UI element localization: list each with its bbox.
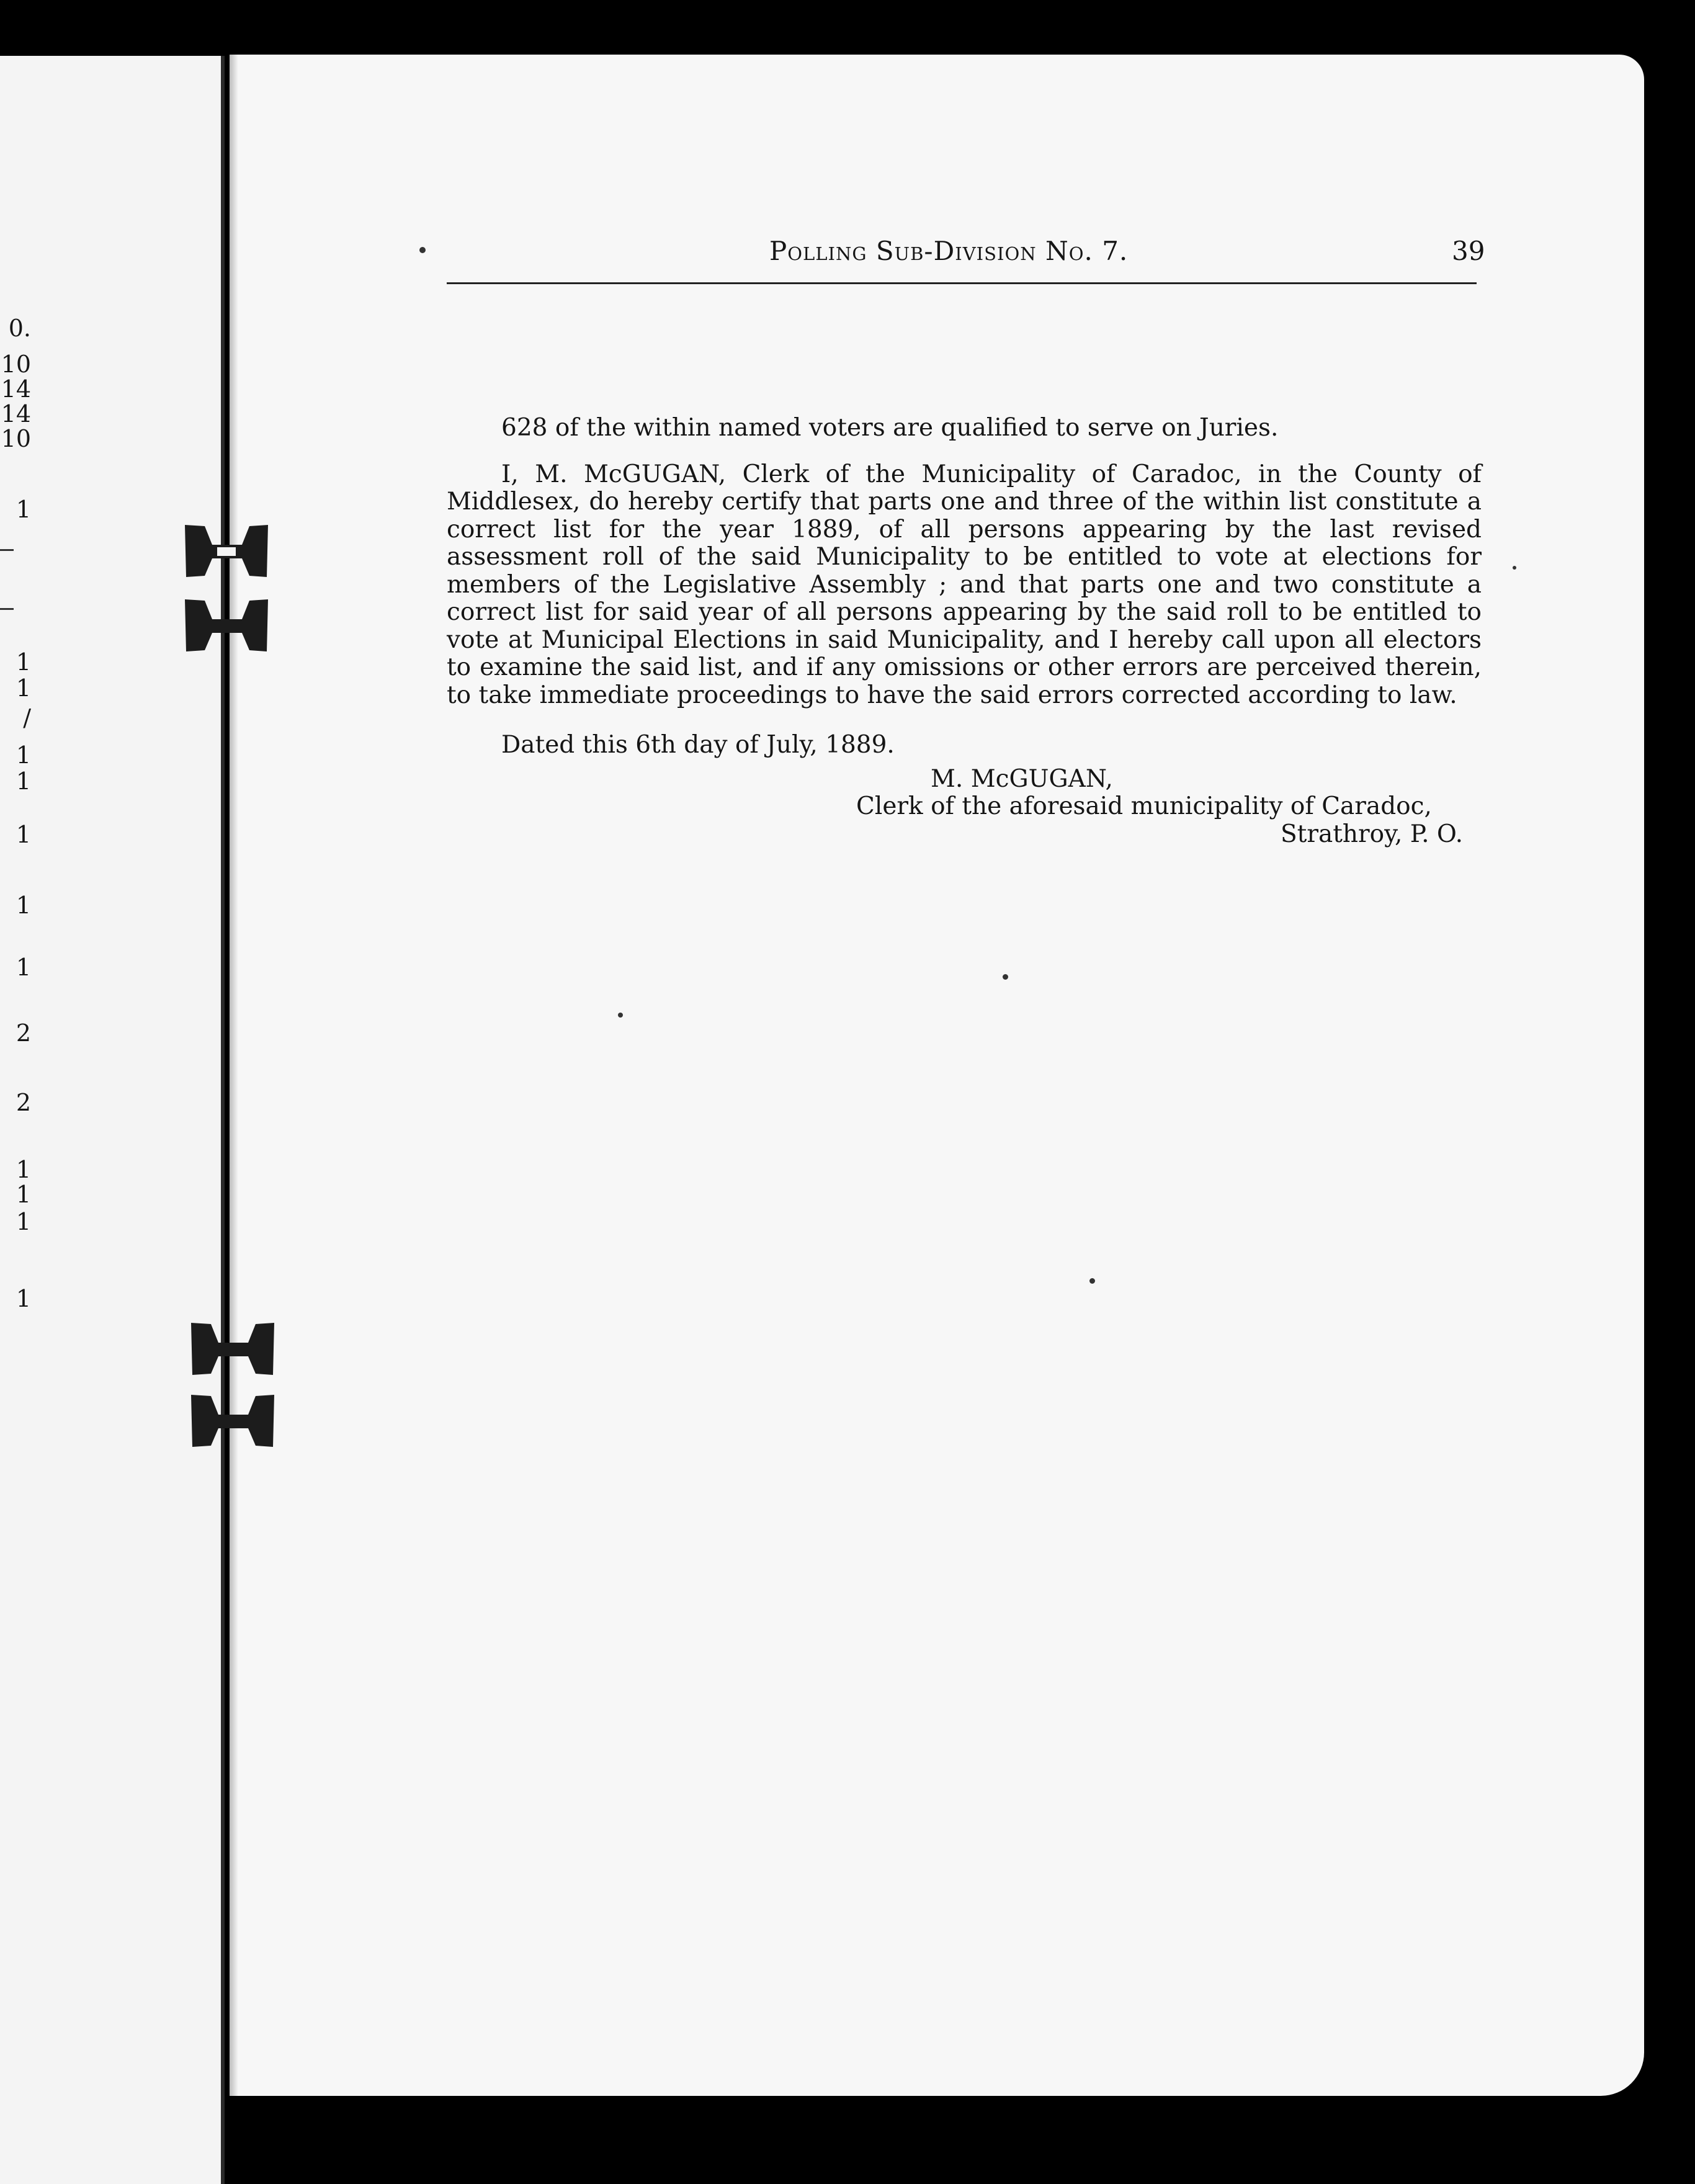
left-margin-column (0, 56, 37, 2184)
scan-speck (1003, 974, 1008, 980)
page-edge-shadow (230, 55, 238, 2096)
signature-name: M. McGUGAN, (931, 764, 1113, 793)
binding-stitch-mark (180, 594, 273, 656)
left-margin-number: 1 (16, 1156, 31, 1183)
scan-speck (1089, 1278, 1095, 1284)
left-margin-number: 1 (16, 954, 31, 981)
binding-stitch-mark (186, 1318, 279, 1380)
certification-paragraph: I, M. McGUGAN, Clerk of the Municipality of Caradoc, in the County of Middlesex, do hereby certify that parts one and three of the within list constitute a correct list for the year 1889, of all persons appearing by the last revised assessment roll of the said Municipality to be entitled to vote at elections for members of the Legislative Assembly ; and that parts one and two constitute a correct list for said year of all persons appearing by the said roll to be entitled to vote at Municipal Elections in said Municipality, and I hereby call upon all electors to examine the said list, and if any omissions or other errors are perceived therein, to take immediate proceedings to have the said errors corrected according to law. (447, 460, 1482, 709)
left-margin-dash (0, 549, 14, 551)
left-margin-number: 1 (16, 496, 31, 523)
header-rule (447, 282, 1477, 284)
left-margin-number: 1 (16, 768, 31, 795)
left-margin-number: 1 (16, 821, 31, 848)
left-margin-number: / (23, 704, 31, 732)
left-margin-number: 1 (16, 1181, 31, 1208)
left-margin-number: 1 (16, 1285, 31, 1312)
binding-gutter (221, 56, 225, 2184)
juries-statement: 628 of the within named voters are qualified to serve on Juries. (501, 414, 1279, 442)
left-margin-number: 1 (16, 741, 31, 769)
page-number: 39 (1452, 236, 1485, 266)
left-facing-page (0, 56, 225, 2184)
left-margin-number: 0. (8, 315, 31, 342)
binding-stitch-mark (186, 1390, 279, 1452)
signature-title: Clerk of the aforesaid municipality of Caradoc, (856, 792, 1432, 820)
dated-line: Dated this 6th day of July, 1889. (501, 731, 895, 759)
left-margin-number: 1 (16, 648, 31, 676)
binding-stitch-mark (180, 520, 273, 582)
left-margin-dash (0, 608, 14, 610)
left-margin-number: 1 (16, 892, 31, 919)
document-body (447, 414, 1482, 848)
signature-post-office: Strathroy, P. O. (1280, 820, 1463, 848)
left-margin-number: 1 (16, 674, 31, 702)
scan-speck (419, 247, 426, 253)
main-page (230, 55, 1644, 2096)
left-margin-number: 10 (1, 425, 31, 452)
scan-speck (1513, 566, 1516, 570)
left-margin-number: 2 (16, 1089, 31, 1116)
left-margin-number: 14 (1, 375, 31, 403)
running-head: Polling Sub-Division No. 7. (769, 236, 1129, 266)
scan-speck (618, 1013, 623, 1018)
left-margin-number: 2 (16, 1019, 31, 1047)
left-margin-number: 10 (1, 351, 31, 378)
left-margin-number: 14 (1, 400, 31, 427)
left-margin-number: 1 (16, 1208, 31, 1235)
